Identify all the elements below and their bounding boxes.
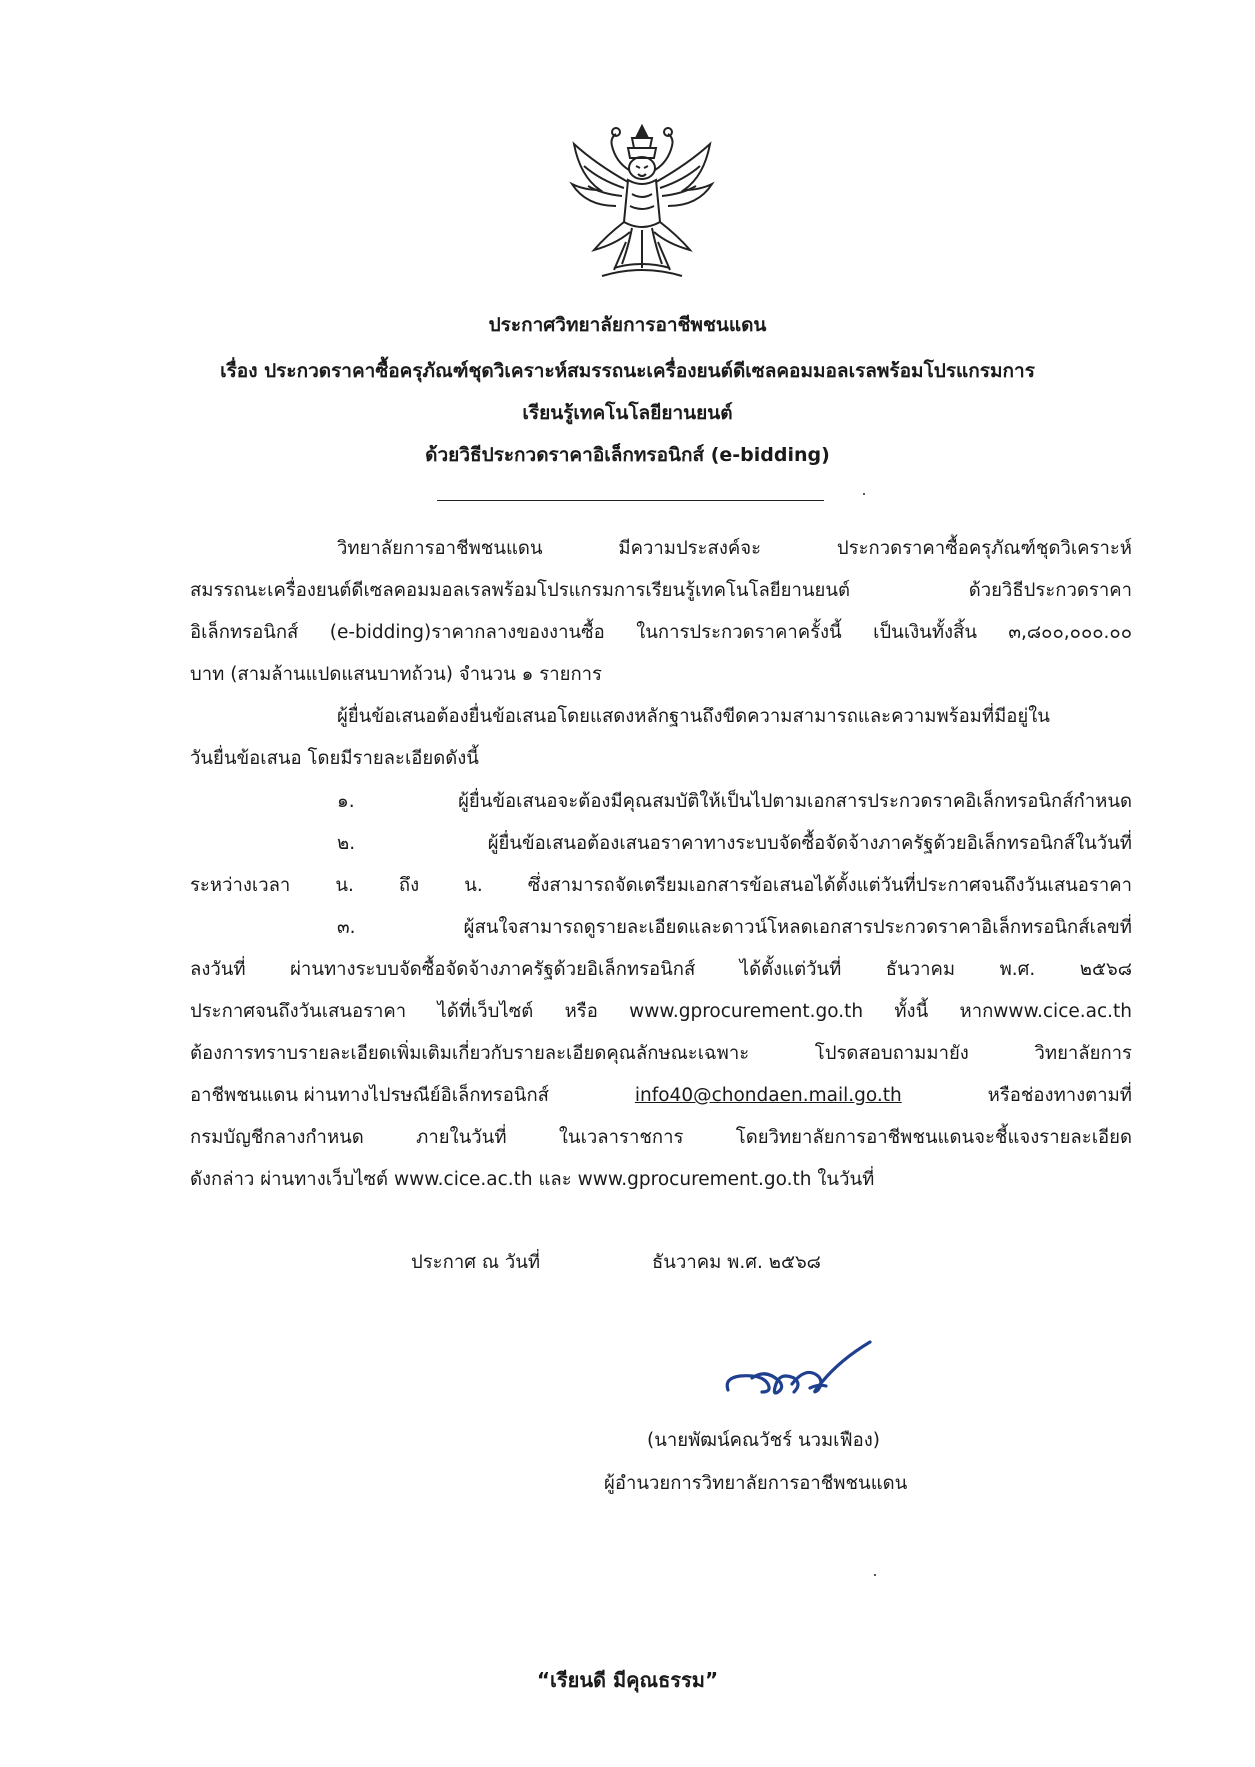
subject-line: เรื่อง ประกวดราคาซื้อครุภัณฑ์ชุดวิเคราะห์สมรรถนะเครื่องยนต์ดีเซลคอมมอลเรลพร้อมโปรแกรมการ xyxy=(220,360,1035,382)
paragraph-2-line-1: ผู้ยื่นข้อเสนอต้องยื่นข้อเสนอโดยแสดงหลักฐานถึงขีดความสามารถและความพร้อมที่มีอยู่ใน xyxy=(337,706,1050,727)
item-3-line-5-text: อาชีพชนแดน ผ่านทางไปรษณีย์อิเล็กทรอนิกส์ xyxy=(190,1085,549,1106)
college-motto: “เรียนดี มีคุณธรรม” xyxy=(536,1668,719,1692)
scan-speck xyxy=(863,493,865,495)
garuda-emblem-icon xyxy=(566,124,718,280)
item-3-line-5 xyxy=(190,1083,1132,1109)
item-3-line-2: ลงวันที่ ผ่านทางระบบจัดซื้อจัดจ้างภาครัฐด้วยอิเล็กทรอนิกส์ ได้ตั้งแต่วันที่ ธันวาคม พ.ศ. ๒๕๖๘ xyxy=(190,959,1132,980)
paragraph-1-line-3: อิเล็กทรอนิกส์ (e-bidding)ราคากลางของงานซื้อ ในการประกวดราคาครั้งนี้ เป็นเงินทั้งสิ้น ๓,๘๐๐,๐๐๐.๐๐ xyxy=(190,622,1132,643)
paragraph-1-line-1: วิทยาลัยการอาชีพชนแดน มีความประสงค์จะ ประกวดราคาซื้อครุภัณฑ์ชุดวิเคราะห์ xyxy=(337,538,1132,559)
item-2-line-2: ระหว่างเวลา น. ถึง น. ซึ่งสามารถจัดเตรียมเอกสารข้อเสนอได้ตั้งแต่วันที่ประกาศจนถึงวันเสนอราคา xyxy=(190,875,1132,896)
item-3-line-3: ประกาศจนถึงวันเสนอราคา ได้ที่เว็บไซต์ หรือ www.gprocurement.go.th ทั้งนี้ หากwww.cice.ac.th xyxy=(190,1001,1132,1022)
contact-email-link[interactable]: info40@chondaen.mail.go.th xyxy=(634,1085,902,1106)
subject-line-continued: เรียนรู้เทคโนโลยียานยนต์ xyxy=(522,402,733,424)
item-3-line-6: กรมบัญชีกลางกำหนด ภายในวันที่ ในเวลาราชการ โดยวิทยาลัยการอาชีพชนแดนจะชี้แจงรายละเอียด xyxy=(190,1127,1132,1148)
paragraph-2-line-2: วันยื่นข้อเสนอ โดยมีรายละเอียดดังนี้ xyxy=(190,748,479,769)
announce-date-label: ประกาศ ณ วันที่ xyxy=(411,1252,541,1273)
paragraph-1-line-4: บาท (สามล้านแปดแสนบาทถ้วน) จำนวน ๑ รายการ xyxy=(190,664,602,685)
item-3-line-4: ต้องการทราบรายละเอียดเพิ่มเติมเกี่ยวกับรายละเอียดคุณลักษณะเฉพาะ โปรดสอบถามมายัง วิทยาลัยการ xyxy=(190,1043,1132,1064)
scan-speck xyxy=(874,1574,876,1576)
item-2-line-1: ๒. ผู้ยื่นข้อเสนอต้องเสนอราคาทางระบบจัดซื้อจัดจ้างภาครัฐด้วยอิเล็กทรอนิกส์ในวันที่ xyxy=(337,833,1132,854)
item-3-line-5-text-end: หรือช่องทางตามที่ xyxy=(987,1085,1132,1106)
header-divider xyxy=(437,500,824,501)
announcement-title: ประกาศวิทยาลัยการอาชีพชนแดน xyxy=(488,314,767,336)
signatory-name: (นายพัฒน์คณวัชร์ นวมเฟือง) xyxy=(647,1430,880,1451)
bidding-method: ด้วยวิธีประกวดราคาอิเล็กทรอนิกส์ (e-bidding) xyxy=(425,444,830,466)
signatory-position: ผู้อำนวยการวิทยาลัยการอาชีพชนแดน xyxy=(604,1473,908,1494)
announce-date-value: ธันวาคม พ.ศ. ๒๕๖๘ xyxy=(652,1252,821,1273)
handwritten-signature xyxy=(722,1338,874,1400)
paragraph-1-line-2: สมรรถนะเครื่องยนต์ดีเซลคอมมอลเรลพร้อมโปรแกรมการเรียนรู้เทคโนโลยียานยนต์ ด้วยวิธีประกวดราคา xyxy=(190,580,1132,601)
item-3-line-7: ดังกล่าว ผ่านทางเว็บไซต์ www.cice.ac.th และ www.gprocurement.go.th ในวันที่ xyxy=(190,1169,875,1190)
item-1: ๑. ผู้ยื่นข้อเสนอจะต้องมีคุณสมบัติให้เป็นไปตามเอกสารประกวดราคอิเล็กทรอนิกส์กำหนด xyxy=(337,791,1132,812)
item-3-line-1: ๓. ผู้สนใจสามารถดูรายละเอียดและดาวน์โหลดเอกสารประกวดราคาอิเล็กทรอนิกส์เลขที่ xyxy=(337,917,1132,938)
